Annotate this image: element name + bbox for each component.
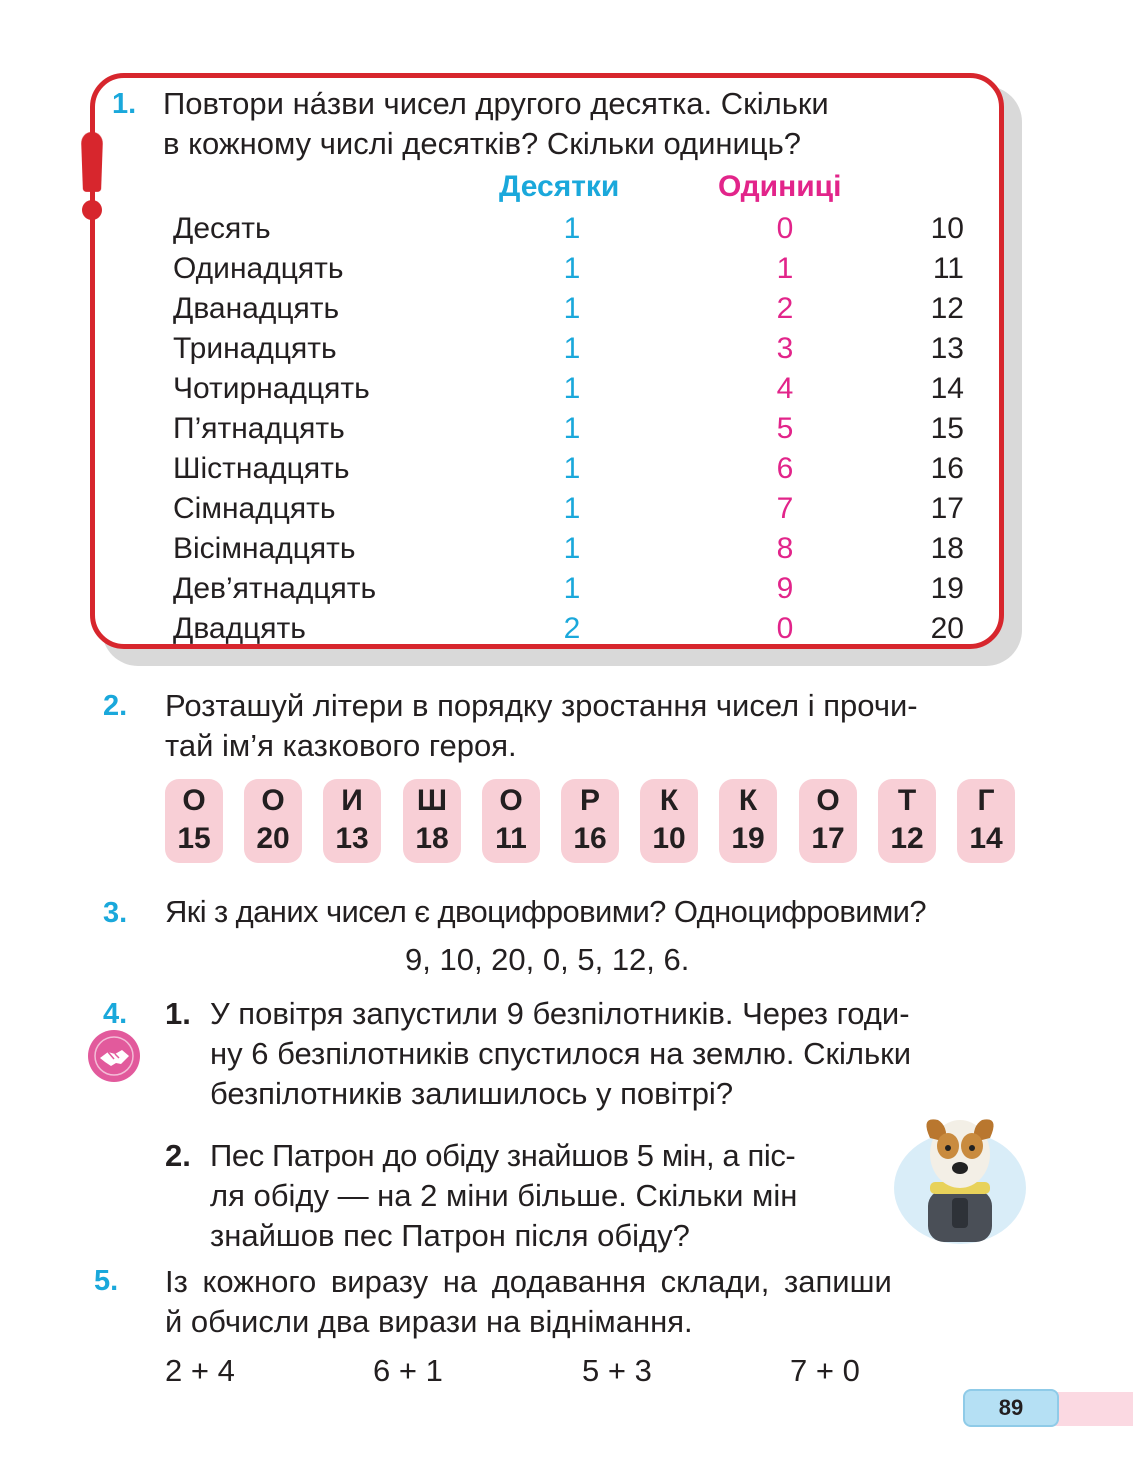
problem-1-line-1: У повітря запустили 9 безпілотників. Через годи- xyxy=(210,996,910,1031)
row-name-label: Дванадцять xyxy=(173,292,340,325)
row-name-label: Одинадцять xyxy=(173,252,344,285)
letter-card xyxy=(561,779,619,863)
card-value: 18 xyxy=(415,822,449,855)
row-name-label: Шістнадцять xyxy=(173,452,350,485)
card-value: 17 xyxy=(811,822,845,855)
row-number-value: 16 xyxy=(930,452,964,485)
exercise-5-number: 5. xyxy=(94,1265,119,1297)
card-value: 13 xyxy=(335,822,369,855)
exercise-3-text: Які з даних чисел є двоцифровими? Одноцифровими? xyxy=(165,894,927,929)
exercise-3-numbers: 9, 10, 20, 0, 5, 12, 6. xyxy=(405,942,690,977)
exercise-1-number: 1. xyxy=(112,88,137,120)
row-name-label: Десять xyxy=(173,212,271,245)
row-units-value: 5 xyxy=(776,412,794,445)
row-name-label: Двадцять xyxy=(173,612,306,645)
letter-card xyxy=(957,779,1015,863)
row-tens-value: 1 xyxy=(563,492,581,525)
card-letter: К xyxy=(659,784,679,817)
exclamation-icon xyxy=(81,132,103,192)
letter-card xyxy=(323,779,381,863)
exclamation-dot-icon xyxy=(82,200,102,220)
exercise-1-text-line-2: в кожному числі десятків? Скільки одиниць? xyxy=(163,126,802,161)
card-value: 11 xyxy=(495,822,527,855)
letter-card xyxy=(799,779,857,863)
card-letter: Ш xyxy=(416,784,448,817)
row-units-value: 9 xyxy=(776,572,794,605)
expression-2: 6 + 1 xyxy=(373,1353,443,1388)
card-letter: О xyxy=(182,784,206,817)
letter-card xyxy=(878,779,936,863)
row-tens-value: 1 xyxy=(563,212,581,245)
column-header-tens: Десятки xyxy=(499,170,620,203)
card-value: 12 xyxy=(890,822,924,855)
exercise-5-text-line-1: Із кожного виразу на додавання склади, запиши xyxy=(165,1264,892,1299)
row-name-label: Вісімнадцять xyxy=(173,532,356,565)
card-letter: О xyxy=(499,784,523,817)
row-units-value: 7 xyxy=(776,492,794,525)
row-units-value: 3 xyxy=(776,332,794,365)
row-tens-value: 1 xyxy=(563,532,581,565)
problem-2-line-1: Пес Патрон до обіду знайшов 5 мін, а піс- xyxy=(210,1138,796,1173)
card-value: 15 xyxy=(177,822,211,855)
row-tens-value: 1 xyxy=(563,372,581,405)
card-letter: Т xyxy=(897,784,917,817)
row-tens-value: 2 xyxy=(563,612,581,645)
problem-1-label: 1. xyxy=(165,996,191,1031)
row-tens-value: 1 xyxy=(563,452,581,485)
row-name-label: Чотирнадцять xyxy=(173,372,370,405)
column-header-units: Одиниці xyxy=(718,170,842,203)
row-units-value: 4 xyxy=(776,372,794,405)
letter-card xyxy=(403,779,461,863)
card-letter: О xyxy=(261,784,285,817)
card-value: 16 xyxy=(573,822,607,855)
problem-1-line-3: безпілотників залишилось у повітрі? xyxy=(210,1076,734,1111)
row-number-value: 10 xyxy=(930,212,964,245)
row-number-value: 20 xyxy=(930,612,964,645)
handshake-icon xyxy=(88,1030,140,1082)
letter-card xyxy=(640,779,698,863)
card-value: 19 xyxy=(731,822,765,855)
row-tens-value: 1 xyxy=(563,252,581,285)
card-letter: О xyxy=(816,784,840,817)
row-number-value: 15 xyxy=(930,412,964,445)
row-tens-value: 1 xyxy=(563,412,581,445)
row-name-label: Тринадцять xyxy=(173,332,337,365)
problem-2-line-2: ля обіду — на 2 міни більше. Скільки мін xyxy=(210,1178,798,1213)
row-tens-value: 1 xyxy=(563,332,581,365)
expression-1: 2 + 4 xyxy=(165,1353,235,1388)
row-tens-value: 1 xyxy=(563,292,581,325)
exercise-1-text-line-1: Повтори на́зви чисел другого десятка. Скільки xyxy=(163,86,829,121)
problem-1-line-2: ну 6 безпілотників спустилося на землю. Скільки xyxy=(210,1036,912,1071)
row-number-value: 14 xyxy=(930,372,964,405)
card-letter: К xyxy=(738,784,758,817)
exercise-4-number: 4. xyxy=(103,998,128,1030)
problem-2-label: 2. xyxy=(165,1138,191,1173)
row-number-value: 12 xyxy=(930,292,964,325)
row-units-value: 6 xyxy=(776,452,794,485)
row-number-value: 11 xyxy=(932,252,964,285)
row-number-value: 13 xyxy=(930,332,964,365)
row-tens-value: 1 xyxy=(563,572,581,605)
card-letter: Р xyxy=(579,784,600,817)
exercise-3-number: 3. xyxy=(103,897,128,929)
row-units-value: 2 xyxy=(776,292,794,325)
row-units-value: 8 xyxy=(776,532,794,565)
card-value: 10 xyxy=(652,822,686,855)
row-name-label: Дев’ятнадцять xyxy=(173,572,377,605)
expression-4: 7 + 0 xyxy=(790,1353,860,1388)
page-number: 89 xyxy=(963,1389,1059,1427)
row-units-value: 1 xyxy=(776,252,794,285)
letter-card xyxy=(244,779,302,863)
row-number-value: 17 xyxy=(930,492,964,525)
row-number-value: 18 xyxy=(930,532,964,565)
expression-3: 5 + 3 xyxy=(582,1353,652,1388)
exercise-5-text-line-2: й обчисли два вирази на віднімання. xyxy=(165,1304,693,1339)
letter-card xyxy=(165,779,223,863)
letter-card xyxy=(482,779,540,863)
card-letter: Г xyxy=(977,784,995,817)
row-number-value: 19 xyxy=(930,572,964,605)
problem-2-line-3: знайшов пес Патрон після обіду? xyxy=(210,1218,690,1253)
exercise-2-text-line-2: тай ім’я казкового героя. xyxy=(165,728,517,763)
row-name-label: П’ятнадцять xyxy=(173,412,345,445)
exercise-2-text-line-1: Розташуй літери в порядку зростання чисел і прочи- xyxy=(165,688,918,723)
row-name-label: Сімнадцять xyxy=(173,492,336,525)
dog-patron-illustration xyxy=(890,1098,1030,1246)
letter-card xyxy=(719,779,777,863)
card-letter: И xyxy=(341,784,363,817)
row-units-value: 0 xyxy=(776,212,794,245)
card-value: 20 xyxy=(256,822,290,855)
card-value: 14 xyxy=(969,822,1003,855)
row-units-value: 0 xyxy=(776,612,794,645)
exercise-2-number: 2. xyxy=(103,690,128,722)
